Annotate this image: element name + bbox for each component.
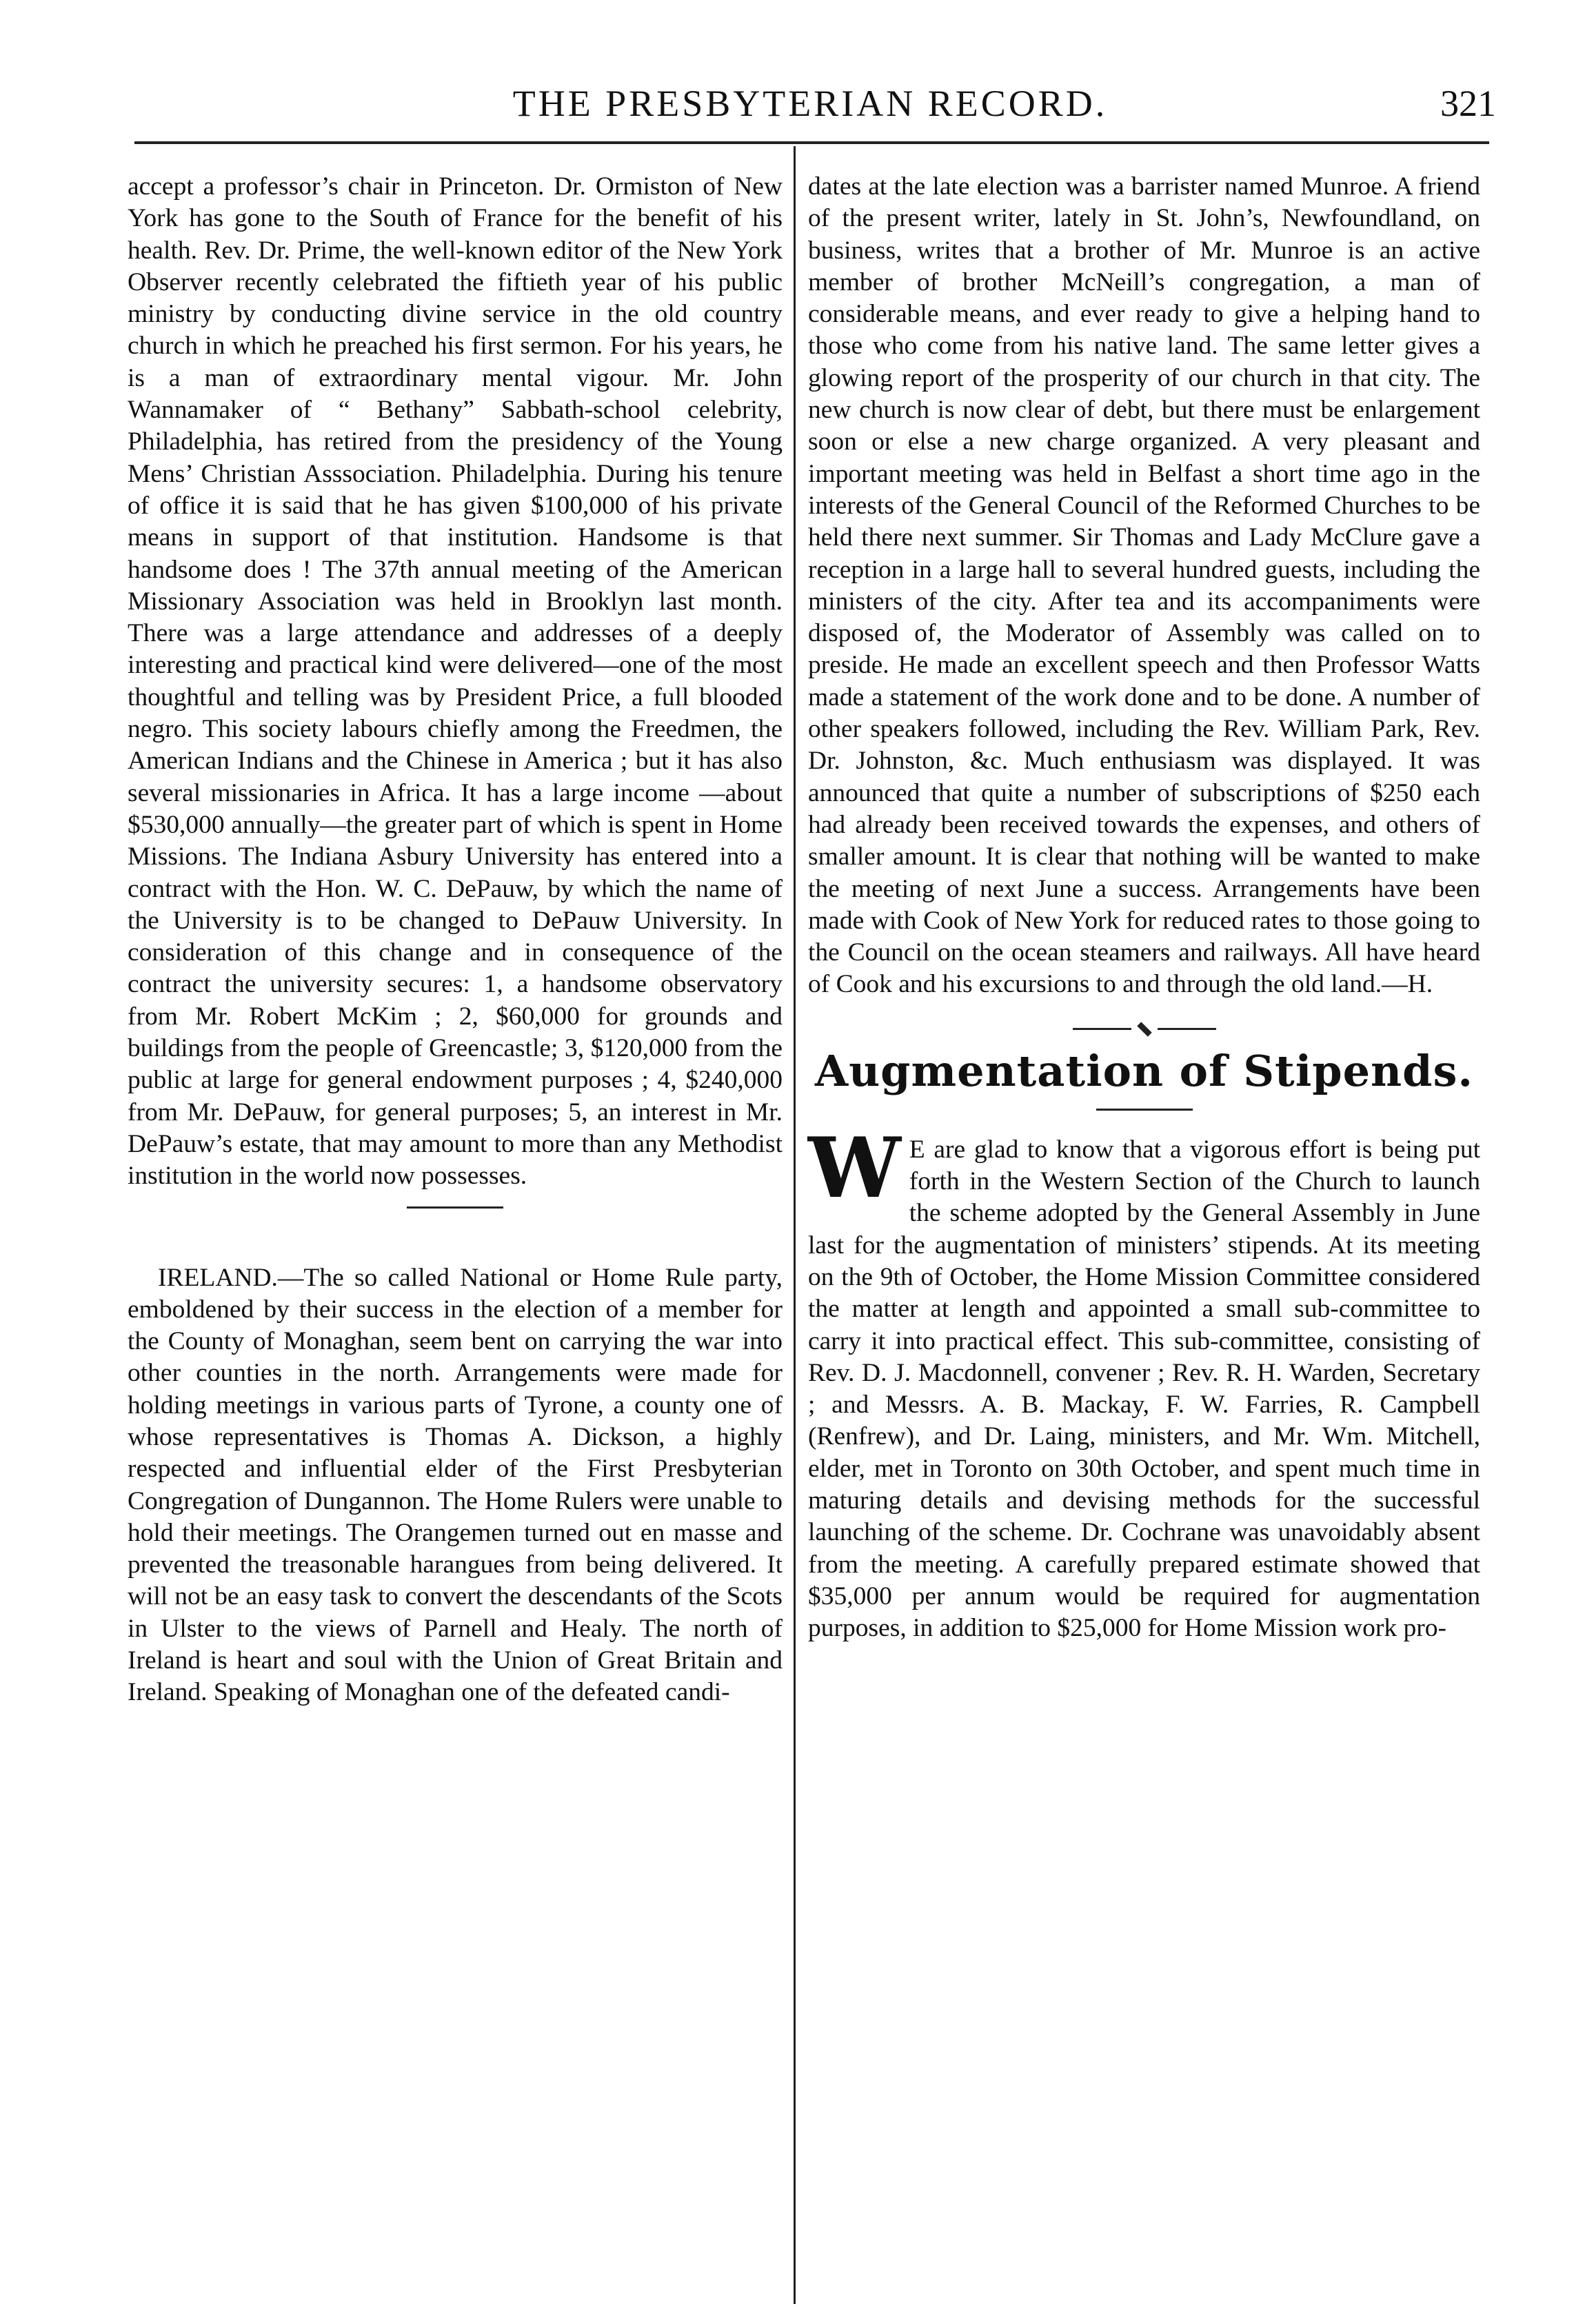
- column-divider: [794, 146, 796, 2304]
- header-rule: [134, 141, 1489, 144]
- section-divider-rule: [407, 1206, 503, 1209]
- right-column: [808, 171, 1480, 1644]
- section-heading: Augmentation of Stipends.: [815, 1045, 1473, 1096]
- augmentation-text: E are glad to know that a vigorous effort is being put forth in the Western Section of the Church to launch the scheme adopted by the General Assembly in June last for the augmentation of ministers’ stipends. At its meeting on the 9th of October, the Home Mission Committee considered the matter at length and appointed a small sub-committee to carry it into practical effect. This sub-committee, consisting of Rev. D. J. Macdonnell, convener ; Rev. R. H. Warden, Secretary ; and Messrs. A. B. Mackay, F. W. Farries, R. Campbell (Renfrew), and Dr. Laing, ministers, and Mr. Wm. Mitchell, elder, met in Toronto on 30th October, and spent much time in maturing details and devising methods for the successful launching of the scheme. Dr. Cochrane was unavoidably absent from the meeting. A carefully prepared estimate showed that $35,000 per annum would be required for augmentation purposes, in addition to $25,000 for Home Mission work pro-: [808, 1135, 1480, 1643]
- drop-cap: W: [808, 1119, 901, 1217]
- left-column: [128, 171, 783, 1709]
- ornament-diamond-icon: [1137, 1022, 1151, 1036]
- ornament-line-right: [1158, 1028, 1216, 1030]
- left-paragraph-ireland: IRELAND.—The so called National or Home Rule party, emboldened by their success in the election of a member for the County of Monaghan, seem bent on carrying the war into other counties in the north. Arrangements were made for holding meetings in various parts of Tyrone, a county one of whose representatives is Thomas A. Dickson, a highly respected and influential elder of the First Presbyterian Congregation of Dungannon. The Home Rulers were unable to hold their meetings. The Orangemen turned out en masse and prevented the treasonable harangues from being delivered. It will not be an easy task to convert the descendants of the Scots in Ulster to the views of Parnell and Healy. The north of Ireland is heart and soul with the Union of Great Britain and Ireland. Speaking of Monaghan one of the defeated candi-: [128, 1263, 783, 1707]
- page-number: 321: [1440, 83, 1496, 124]
- page-header: [124, 72, 1496, 134]
- left-paragraph-religious-news: accept a professor’s chair in Princeton. Dr. Ormiston of New York has gone to the South of France for the benefit of his health. Rev. Dr. Prime, the well-known editor of the New York Observer recently celebrated the fiftieth year of his public ministry by conducting divine service in the old country church in which he preached his first sermon. For his years, he is a man of extraordinary mental vigour. Mr. John Wannamaker of “ Bethany” Sabbath-school celebrity, Philadelphia, has retired from the presidency of the Young Mens’ Christian Asssociation. Philadelphia. During his tenure of office it is said that he has given $100,000 of his private means in support of that institution. Handsome is that handsome does ! The 37th annual meeting of the American Missionary Association was held in Brooklyn last month. There was a large attendance and addresses of a deeply interesting and practical kind were delivered—one of the most thoughtful and telling was by President Price, a full blooded negro. This society labours chiefly among the Freedmen, the American Indians and the Chinese in America ; but it has also several missionaries in Africa. It has a large income —about $530,000 annually—the greater part of which is spent in Home Missions. The Indiana Asbury University has entered into a contract with the Hon. W. C. DePauw, by which the name of the University is to be changed to DePauw University. In consideration of this change and in consequence of the contract the university secures: 1, a handsome observatory from Mr. Robert McKim ; 2, $60,000 for grounds and buildings from the people of Greencastle; 3, $120,000 from the public at large for general endowment purposes ; 4, $240,000 from Mr. DePauw, for general purposes; 5, an interest in Mr. DePauw’s estate, that may amount to more than any Methodist institution in the world now possesses.: [128, 172, 783, 1191]
- ornament-line-left: [1073, 1028, 1131, 1030]
- heading-rule: [1096, 1109, 1193, 1111]
- running-title: THE PRESBYTERIAN RECORD.: [512, 83, 1108, 124]
- right-paragraph-ireland-continued: dates at the late election was a barrister named Munroe. A friend of the present writer, lately in St. John’s, Newfoundland, on business, writes that a brother of Mr. Munroe is an active member of brother McNeill’s congregation, a man of considerable means, and ever ready to give a helping hand to those who come from his native land. The same letter gives a glowing report of the prosperity of our church in that city. The new church is now clear of debt, but there must be enlargement soon or else a new charge organized. A very pleasant and important meeting was held in Belfast a short time ago in the interests of the General Council of the Reformed Churches to be held there next summer. Sir Thomas and Lady McClure gave a reception in a large hall to several hundred guests, including the ministers of the city. After tea and its accompaniments were disposed of, the Moderator of Assembly was called on to preside. He made an excellent speech and then Professor Watts made a statement of the work done and to be done. A number of other speakers followed, including the Rev. William Park, Rev. Dr. Johnston, &c. Much enthusiasm was displayed. It was announced that quite a number of subscriptions of $250 each had already been received towards the expenses, and others of smaller amount. It is clear that nothing will be wanted to make the meeting of next June a success. Arrangements have been made with Cook of New York for reduced rates to those going to the Council on the ocean steamers and railways. All have heard of Cook and his excursions to and through the old land.—H.: [808, 172, 1480, 999]
- ornamental-divider: [808, 1024, 1480, 1034]
- right-paragraph-augmentation: [808, 1119, 1480, 1645]
